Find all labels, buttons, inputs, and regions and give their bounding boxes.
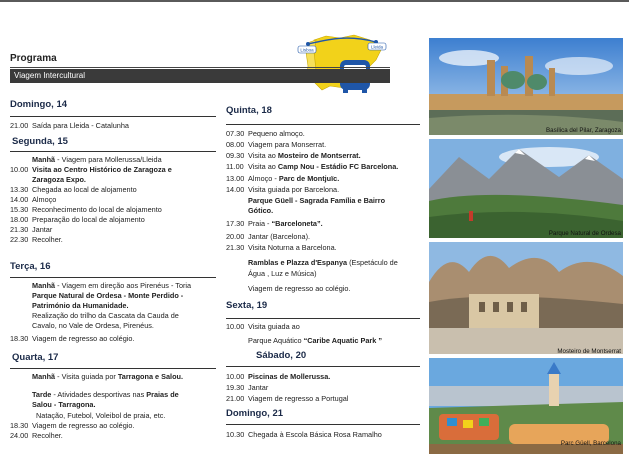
day-heading-sexta-19: Sexta, 19 — [226, 300, 268, 311]
schedule-entry: 10.00 Visita guiada ao — [226, 322, 300, 331]
schedule-entry: Manhã - Viagem em direção aos Pirenéus - Toria — [32, 281, 192, 290]
header-rule — [10, 67, 390, 68]
schedule-entry: 21.00 Viagem de regresso a Portugal — [226, 394, 349, 403]
schedule-entry: 21.30 Jantar — [10, 225, 53, 234]
photo-caption: Mosteiro de Montserrat — [557, 348, 621, 355]
logo-from: Lisboa — [300, 47, 314, 53]
schedule-entry: 18.30 Viagem de regresso ao colégio. — [10, 334, 135, 343]
top-rule — [0, 0, 629, 2]
schedule-entry: 13.30 Chegada ao local de alojamento — [10, 185, 137, 194]
schedule-entry: 17.30 Praia - “Barceloneta”. — [226, 219, 323, 228]
schedule-entry-cont: Zaragoza Expo. — [32, 175, 86, 184]
schedule-entry: 10.00 Visita ao Centro Histórico de Zaragoza e — [10, 165, 172, 174]
day-heading-quarta-17: Quarta, 17 — [12, 352, 59, 363]
photo-caption: Basílica del Pilar, Zaragoza — [546, 127, 621, 134]
day-heading-sabado-20: Sábado, 20 — [256, 350, 307, 361]
schedule-entry: 19.30 Jantar — [226, 383, 269, 392]
schedule-entry: 14.00 Visita guiada por Barcelona. — [226, 185, 340, 194]
schedule-entry: 21.30 Visita Noturna a Barcelona. — [226, 243, 337, 252]
day-heading-domingo-14: Domingo, 14 — [10, 99, 68, 110]
schedule-entry-cont: Água , Luz e Música) — [248, 269, 317, 278]
day-rule — [226, 124, 420, 125]
schedule-entry: 07.30 Pequeno almoço. — [226, 129, 305, 138]
schedule-entry: 14.00 Almoço — [10, 195, 57, 204]
day-rule — [10, 151, 216, 152]
schedule-entry: Tarde - Atividades desportivas nas Praias de — [32, 390, 179, 399]
map-bus-logo — [296, 30, 398, 98]
schedule-entry: 20.00 Jantar (Barcelona). — [226, 232, 311, 241]
schedule-entry: 15.30 Reconhecimento do local de alojamento — [10, 205, 162, 214]
schedule-entry-cont: Gótico. — [248, 206, 274, 215]
program-subtitle: Viagem Intercultural — [14, 71, 85, 80]
photo-caption: Parc Güell, Barcelona — [560, 440, 621, 447]
program-title: Programa — [10, 53, 57, 64]
schedule-entry: Natação, Futebol, Voleibol de praia, etc. — [36, 411, 166, 420]
schedule-entry: Parque Güell - Sagrada Família e Bairro — [248, 196, 386, 205]
schedule-entry: Manhã - Visita guiada por Tarragona e Salou. — [32, 372, 184, 381]
day-heading-quinta-18: Quinta, 18 — [226, 105, 272, 116]
day-heading-domingo-21: Domingo, 21 — [226, 408, 284, 419]
schedule-entry: 18.30 Viagem de regresso ao colégio. — [10, 421, 135, 430]
day-rule — [10, 116, 216, 117]
schedule-entry: 09.30 Visita ao Mosteiro de Montserrat. — [226, 151, 361, 160]
photo-basilica-pilar — [429, 38, 623, 135]
photo-ordesa — [429, 139, 623, 238]
schedule-entry: 13.00 Almoço - Parc de Montjuïc. — [226, 174, 340, 183]
schedule-entry-cont: Salou - Tarragona. — [32, 400, 96, 409]
schedule-entry: Viagem de regresso ao colégio. — [248, 284, 351, 293]
photo-montserrat — [429, 242, 623, 354]
day-rule — [226, 318, 420, 319]
day-rule — [10, 368, 216, 369]
logo-to: Lleida — [370, 44, 384, 50]
schedule-entry: 21.00 Saída para Lleida - Catalunha — [10, 121, 129, 130]
schedule-entry: Ramblas e Plazza d'Espanya (Espetáculo de — [248, 258, 398, 267]
day-heading-terca-16: Terça, 16 — [10, 261, 51, 272]
schedule-entry-cont: Parque Aquático “Caribe Aquatic Park ” — [248, 336, 382, 345]
schedule-entry: 22.30 Recolher. — [10, 235, 63, 244]
day-heading-segunda-15: Segunda, 15 — [12, 136, 68, 147]
schedule-entry: 10.30 Chegada à Escola Básica Rosa Ramalho — [226, 430, 382, 439]
schedule-entry: 24.00 Recolher. — [10, 431, 63, 440]
day-rule — [226, 366, 420, 367]
schedule-entry: 08.00 Viagem para Monserrat. — [226, 140, 327, 149]
schedule-entry: Realização do trilho da Cascata da Cauda de — [32, 311, 179, 320]
schedule-entry: Manhã - Viagem para Mollerussa/Lleida — [32, 155, 162, 164]
schedule-entry-cont: Património da Humanidade. — [32, 301, 129, 310]
photo-caption: Parque Natural de Ordesa — [548, 230, 621, 237]
schedule-entry: Parque Natural de Ordesa - Monte Perdido - — [32, 291, 184, 300]
schedule-entry: 10.00 Piscinas de Mollerussa. — [226, 372, 331, 381]
day-rule — [10, 277, 216, 278]
schedule-entry-cont: Cavalo, no Vale de Ordesa, Pirenéus. — [32, 321, 154, 330]
day-rule — [226, 424, 420, 425]
schedule-entry: 18.00 Preparação do local de alojamento — [10, 215, 145, 224]
schedule-entry: 11.00 Visita ao Camp Nou - Estádio FC Barcelona. — [226, 162, 399, 171]
